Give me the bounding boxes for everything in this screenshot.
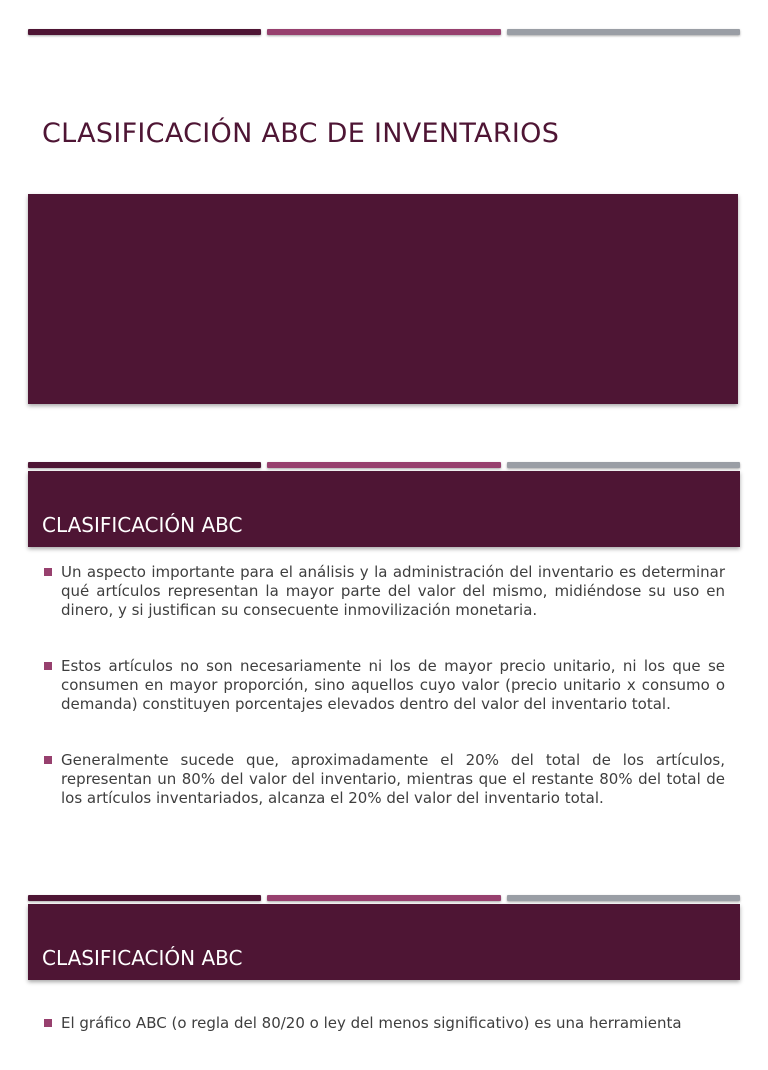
bullet-square-icon bbox=[44, 568, 52, 576]
slide1-accent-stripes bbox=[28, 29, 740, 37]
bullet-text: Un aspecto importante para el análisis y la administración del inventario es determinar qué artículos representan la mayor parte del valor del mismo, midiéndose su uso en dinero, y si justifican su consecuente inmovilización monetaria. bbox=[61, 563, 725, 619]
accent-stripe-magenta bbox=[267, 29, 500, 35]
accent-stripe-gray bbox=[507, 895, 740, 901]
accent-stripe-plum bbox=[28, 462, 261, 468]
slide2-bullet-list bbox=[42, 563, 725, 845]
slide3-title: CLASIFICACIÓN ABC bbox=[42, 946, 243, 970]
list-item bbox=[42, 751, 725, 808]
bullet-text: Generalmente sucede que, aproximadamente el 20% del total de los artículos, representan un 80% del valor del inventario, mientras que el restante 80% del total de los artículos inventariados, alcanza el 20% del valor del inventario total. bbox=[61, 751, 725, 807]
accent-stripe-magenta bbox=[267, 895, 500, 901]
slide2-accent-stripes bbox=[28, 462, 740, 470]
bullet-text: El gráfico ABC (o regla del 80/20 o ley del menos significativo) es una herramienta bbox=[61, 1014, 682, 1032]
accent-stripe-magenta bbox=[267, 462, 500, 468]
bullet-square-icon bbox=[44, 756, 52, 764]
slide2-title: CLASIFICACIÓN ABC bbox=[42, 513, 243, 537]
accent-stripe-gray bbox=[507, 29, 740, 35]
slide3-bullet-list bbox=[42, 1014, 725, 1070]
slide2-title-band bbox=[28, 471, 740, 547]
bullet-square-icon bbox=[44, 662, 52, 670]
slide1-hero-panel bbox=[28, 194, 738, 404]
list-item bbox=[42, 563, 725, 620]
bullet-text: Estos artículos no son necesariamente ni los de mayor precio unitario, ni los que se consumen en mayor proporción, sino aquellos cuyo valor (precio unitario x consumo o demanda) constituyen porcentajes elevados dentro del valor del inventario total. bbox=[61, 657, 725, 713]
slide3-accent-stripes bbox=[28, 895, 740, 903]
slide1-title: CLASIFICACIÓN ABC DE INVENTARIOS bbox=[42, 118, 560, 149]
accent-stripe-plum bbox=[28, 29, 261, 35]
bullet-square-icon bbox=[44, 1019, 52, 1027]
list-item bbox=[42, 657, 725, 714]
accent-stripe-gray bbox=[507, 462, 740, 468]
slide3-title-band bbox=[28, 904, 740, 980]
accent-stripe-plum bbox=[28, 895, 261, 901]
